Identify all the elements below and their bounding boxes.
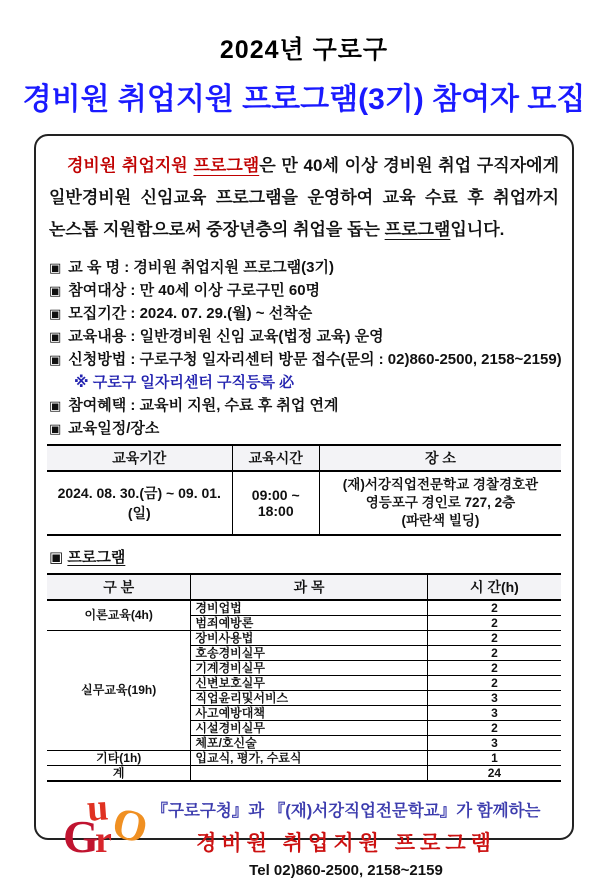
hours-cell: 2 — [427, 676, 561, 691]
program-header-hours: 시 간(h) — [427, 574, 561, 600]
logo-letter-g: G — [63, 811, 99, 862]
intro-body-end: 입니다. — [450, 220, 505, 239]
group-practice-cell: 실무교육(19h) — [47, 631, 191, 751]
program-section-heading — [49, 546, 561, 570]
square-bullet-icon: ▣ — [49, 398, 62, 413]
subject-cell: 직업윤리및서비스 — [191, 691, 427, 706]
table-row — [47, 751, 561, 766]
notice-item-text: 교육내용 : 일반경비원 신임 교육(법정 교육) 운영 — [68, 328, 384, 345]
footer — [47, 786, 561, 880]
program-header-category: 구 분 — [47, 574, 191, 600]
subject-cell: 사고예방대책 — [191, 706, 427, 721]
intro-body-text: 은 만 40세 이상 경비원 취업 구직자에게 일반경비원 신임교육 프로그램을 운영하여 교육 수료 후 취업까지 논스톱 지원함으로써 중장년층의 취업을 돕는 — [49, 156, 559, 239]
subject-cell: 신변보호실무 — [191, 676, 427, 691]
notice-list — [49, 256, 561, 440]
square-bullet-icon: ▣ — [49, 421, 62, 436]
hours-cell: 3 — [427, 691, 561, 706]
subject-cell: 장비사용법 — [191, 631, 427, 646]
title-line2: 경비원 취업지원 프로그램(3기) 참여자 모집 — [22, 83, 586, 116]
subject-cell: 범죄예방론 — [191, 616, 427, 631]
hours-cell: 3 — [427, 736, 561, 751]
hours-cell: 1 — [427, 751, 561, 766]
subject-cell: 호송경비실무 — [191, 646, 427, 661]
place-line2: 영등포구 경인로 727, 2층 — [365, 495, 516, 510]
schedule-time-cell: 09:00 ~ 18:00 — [232, 471, 319, 535]
program-heading-text: 프로그램 — [67, 549, 126, 566]
subject-cell: 기계경비실무 — [191, 661, 427, 676]
hours-cell: 3 — [427, 706, 561, 721]
square-bullet-icon: ▣ — [49, 283, 62, 298]
guro-gu-logo — [61, 786, 153, 880]
table-row — [47, 600, 561, 616]
group-theory-cell: 이론교육(4h) — [47, 600, 191, 631]
subject-cell: 입교식, 평가, 수료식 — [191, 751, 427, 766]
schedule-header-row — [47, 445, 561, 471]
notice-item-text: 모집기간 : 2024. 07. 29.(월) ~ 선착순 — [68, 305, 313, 322]
place-line3: (파란색 빌딩) — [401, 513, 480, 528]
notice-item-text: 참여대상 : 만 40세 이상 구로구민 60명 — [68, 282, 321, 299]
total-row — [47, 766, 561, 782]
notice-item-education-content — [49, 325, 561, 348]
content-box — [34, 134, 574, 879]
hours-cell: 2 — [427, 600, 561, 616]
notice-item-text: 신청방법 : 구로구청 일자리센터 방문 접수(문의 : 02)860-2500, 2158~2159) — [68, 351, 562, 368]
hours-cell: 2 — [427, 631, 561, 646]
subject-cell: 시설경비실무 — [191, 721, 427, 736]
title-line1: 2024년 구로구 — [219, 36, 389, 64]
registration-required-note: ※ 구로구 일자리센터 구직등록 必 — [74, 374, 295, 391]
schedule-period-cell: 2024. 08. 30.(금) ~ 09. 01.(일) — [47, 471, 232, 535]
program-table — [47, 573, 561, 782]
total-hours-cell: 24 — [427, 766, 561, 782]
footer-program-name: 경비원 취업지원 프로그램 — [196, 832, 496, 855]
hours-cell: 2 — [427, 646, 561, 661]
intro-program-name: 경비원 취업지원 — [67, 156, 194, 175]
notice-item-text: 참여혜택 : 교육비 지원, 수료 후 취업 연계 — [68, 397, 339, 414]
subject-cell: 경비업법 — [191, 600, 427, 616]
place-line1: (재)서강직업전문학교 경찰경호관 — [342, 477, 539, 492]
poster-title — [0, 0, 608, 118]
footer-partners-line: 『구로구청』과 『(재)서강직업전문학교』가 함께하는 — [151, 802, 541, 820]
footer-text — [147, 797, 561, 879]
logo-letter-u: u — [85, 786, 110, 830]
hours-cell: 2 — [427, 661, 561, 676]
square-bullet-icon: ▣ — [49, 329, 62, 344]
logo-letter-o: O — [107, 797, 153, 854]
schedule-table — [47, 444, 561, 536]
program-header-subject: 과 목 — [191, 574, 427, 600]
total-empty-cell — [191, 766, 427, 782]
intro-paragraph — [49, 150, 559, 246]
total-label-cell: 계 — [47, 766, 191, 782]
hours-cell: 2 — [427, 616, 561, 631]
logo-letter-r: r — [95, 819, 112, 861]
program-header-row — [47, 574, 561, 600]
schedule-header-time: 교육시간 — [232, 445, 319, 471]
subject-cell: 체포/호신술 — [191, 736, 427, 751]
notice-item-recruit-period — [49, 302, 561, 325]
intro-program-name-underlined: 프로그램 — [193, 156, 260, 175]
table-row — [47, 631, 561, 646]
notice-item-apply-method — [49, 348, 561, 371]
square-bullet-icon: ▣ — [49, 306, 62, 321]
notice-item-benefits — [49, 394, 561, 417]
schedule-data-row — [47, 471, 561, 535]
intro-body-underlined: 프로그램 — [384, 220, 451, 239]
square-bullet-icon: ▣ — [49, 549, 64, 566]
schedule-place-cell — [319, 471, 561, 535]
notice-item-schedule-place — [49, 417, 561, 440]
square-bullet-icon: ▣ — [49, 260, 62, 275]
hours-cell: 2 — [427, 721, 561, 736]
schedule-header-period: 교육기간 — [47, 445, 232, 471]
square-bullet-icon: ▣ — [49, 352, 62, 367]
notice-item-text: 교 육 명 : 경비원 취업지원 프로그램(3기) — [68, 259, 334, 276]
schedule-header-place: 장 소 — [319, 445, 561, 471]
notice-item-target — [49, 279, 561, 302]
notice-item-education-name — [49, 256, 561, 279]
group-etc-cell: 기타(1h) — [47, 751, 191, 766]
footer-phone: Tel 02)860-2500, 2158~2159 — [249, 862, 443, 879]
notice-item-text: 교육일정/장소 — [68, 420, 160, 437]
